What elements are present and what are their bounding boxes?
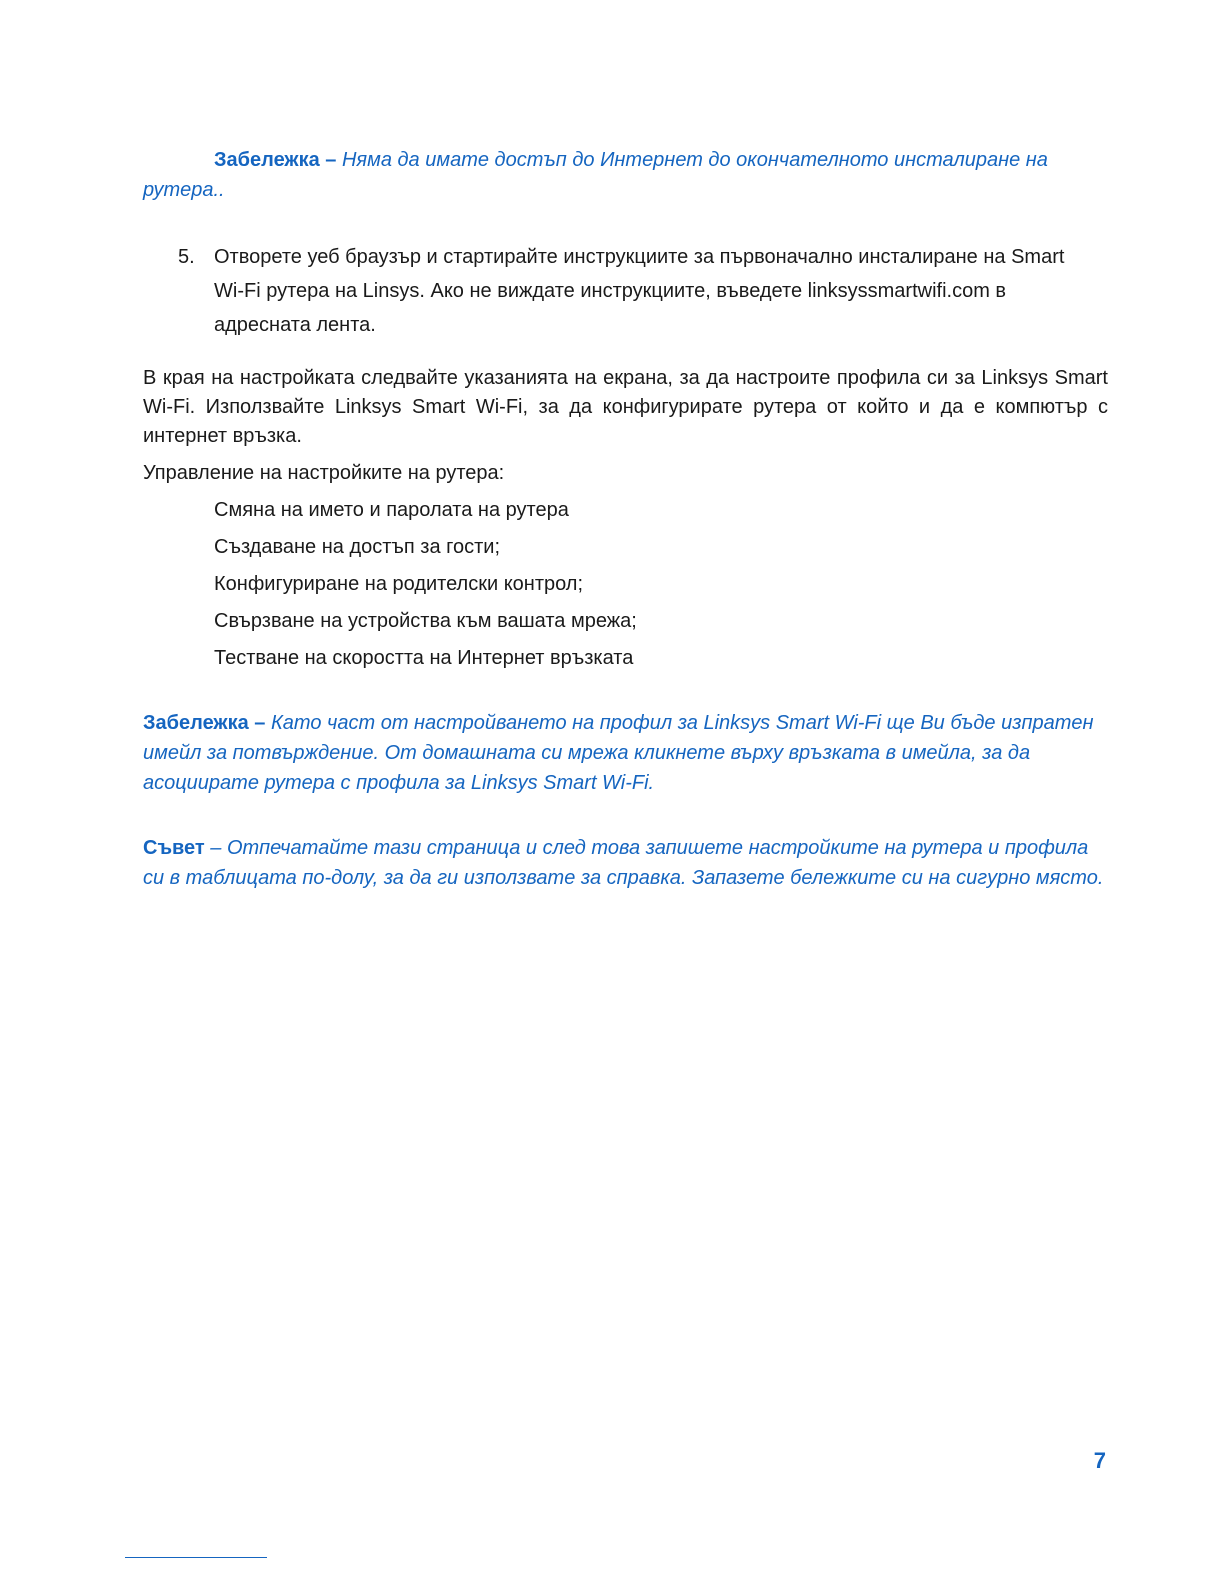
step-5 xyxy=(178,240,1078,342)
list-item: Създаване на достъп за гости; xyxy=(214,536,500,558)
list-item: Конфигуриране на родителски контрол; xyxy=(214,573,584,595)
footnote-divider xyxy=(125,1557,267,1558)
note-text: Няма да имате достъп до Интернет до окончателното инсталиране на рутера.. xyxy=(143,149,1048,201)
setup-paragraph: В края на настройката следвайте указанията на екрана, за да настроите профила си за Linksys Smart Wi-Fi. Използвайте Linksys Smart Wi-Fi, за да конфигурирате рутера от който и да е компютър с интернет връзка. xyxy=(143,367,1108,447)
note-no-internet xyxy=(143,145,1108,205)
step-text: Отворете уеб браузър и стартирайте инструкциите за първоначално инсталиране на Smart Wi-Fi рутера на Linsys. Ако не виждате инструкциите, въведете linksyssmartwifi.com в адресната лента. xyxy=(214,246,1065,336)
note-label: Забележка – xyxy=(143,712,266,734)
list-item: Смяна на името и паролата на рутера xyxy=(214,499,569,521)
note-text: Като част от настройването на профил за Linksys Smart Wi-Fi ще Ви бъде изпратен имейл за потвърждение. От домашната си мрежа кликнете върху връзката в имейла, за да асоциирате рутера с профила за Linksys Smart Wi-Fi. xyxy=(143,712,1094,794)
management-title: Управление на настройките на рутера: xyxy=(143,462,505,484)
tip-label: Съвет xyxy=(143,837,205,859)
management-list xyxy=(214,495,637,680)
list-item: Свързване на устройства към вашата мрежа; xyxy=(214,610,637,632)
tip-text: – Отпечатайте тази страница и след това запишете настройките на рутера и профила си в таблицата по-долу, за да ги използвате за справка. Запазете бележките си на сигурно място. xyxy=(143,837,1104,889)
page-number: 7 xyxy=(1093,1448,1106,1473)
note-label: Забележка – xyxy=(214,149,337,171)
tip-print-page xyxy=(143,833,1108,893)
step-number: 5. xyxy=(178,246,195,268)
list-item: Тестване на скоростта на Интернет връзката xyxy=(214,647,634,669)
note-email-confirmation xyxy=(143,708,1108,798)
